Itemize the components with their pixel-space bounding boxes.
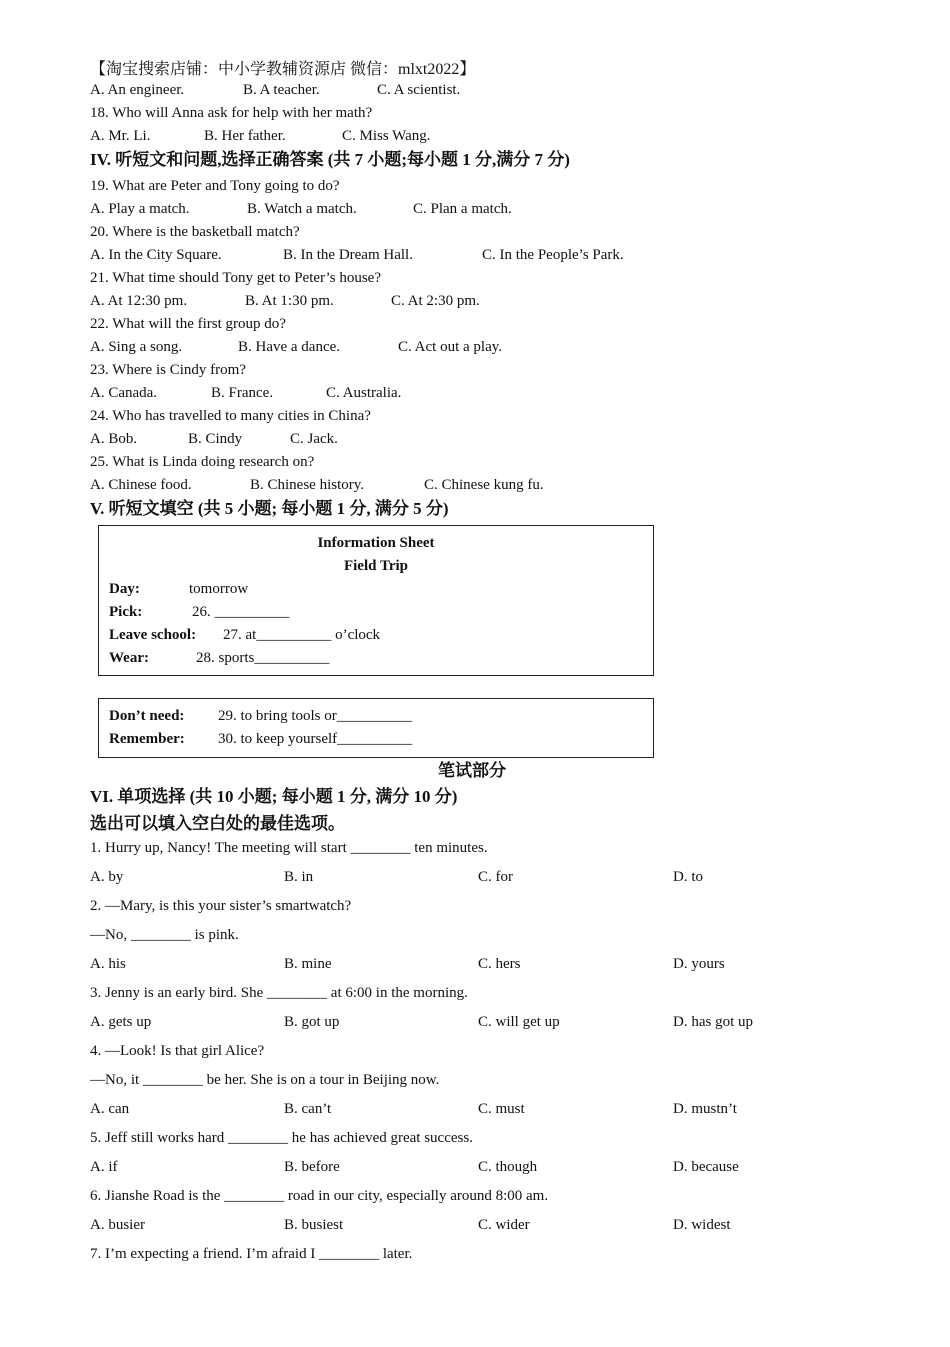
q19-option-a: A. Play a match. xyxy=(90,201,190,217)
q21-option-a: A. At 12:30 pm. xyxy=(90,293,188,309)
q19-option-c: C. Plan a match. xyxy=(413,201,512,217)
mc3-text: 3. Jenny is an early bird. She ________ at 6:00 in the morning. xyxy=(90,985,468,1001)
mc4-text-line2: —No, it ________ be her. She is on a tour in Beijing now. xyxy=(90,1072,440,1088)
mc5-option-d: D. because xyxy=(673,1159,739,1175)
mc5-option-c: C. though xyxy=(478,1159,538,1175)
mc3-option-b: B. got up xyxy=(284,1014,340,1030)
q18-text: 18. Who will Anna ask for help with her math? xyxy=(90,105,373,121)
blank-27: 27. at__________ o’clock xyxy=(223,627,381,643)
q19-text: 19. What are Peter and Tony going to do? xyxy=(90,178,340,194)
q24-text: 24. Who has travelled to many cities in China? xyxy=(90,408,371,424)
mc5-option-a: A. if xyxy=(90,1159,118,1175)
mc1-text: 1. Hurry up, Nancy! The meeting will start ________ ten minutes. xyxy=(90,840,488,856)
mc6-option-a: A. busier xyxy=(90,1217,145,1233)
q20-text: 20. Where is the basketball match? xyxy=(90,224,300,240)
q24-option-a: A. Bob. xyxy=(90,431,138,447)
mc5-option-b: B. before xyxy=(284,1159,340,1175)
mc3-option-a: A. gets up xyxy=(90,1014,152,1030)
mc2-option-b: B. mine xyxy=(284,956,332,972)
mc2-option-a: A. his xyxy=(90,956,126,972)
q22-option-b: B. Have a dance. xyxy=(238,339,341,355)
sheet-title: Information Sheet xyxy=(317,535,435,551)
q17-option-a: A. An engineer. xyxy=(90,82,185,98)
sheet-subtitle: Field Trip xyxy=(343,558,409,574)
q21-option-c: C. At 2:30 pm. xyxy=(391,293,480,309)
mc6-option-d: D. widest xyxy=(673,1217,731,1233)
q23-option-a: A. Canada. xyxy=(90,385,158,401)
sheet-label-dont-need: Don’t need: xyxy=(109,708,185,724)
q20-option-b: B. In the Dream Hall. xyxy=(283,247,413,263)
written-part-title: 笔试部分 xyxy=(438,761,506,780)
blank-29: 29. to bring tools or__________ xyxy=(218,708,412,724)
q22-option-a: A. Sing a song. xyxy=(90,339,183,355)
mc4-option-c: C. must xyxy=(478,1101,525,1117)
q25-option-c: C. Chinese kung fu. xyxy=(424,477,544,493)
mc4-option-b: B. can’t xyxy=(284,1101,332,1117)
sheet-label-pick: Pick: xyxy=(109,604,143,620)
mc1-option-d: D. to xyxy=(673,869,703,885)
q25-option-b: B. Chinese history. xyxy=(250,477,365,493)
q23-option-c: C. Australia. xyxy=(326,385,402,401)
mc6-option-b: B. busiest xyxy=(284,1217,344,1233)
blank-30: 30. to keep yourself__________ xyxy=(218,731,413,747)
mc7-text: 7. I’m expecting a friend. I’m afraid I ________ later. xyxy=(90,1246,413,1262)
sheet-label-leave-school: Leave school: xyxy=(109,627,197,643)
q24-option-c: C. Jack. xyxy=(290,431,338,447)
mc2-option-c: C. hers xyxy=(478,956,521,972)
mc6-text: 6. Jianshe Road is the ________ road in our city, especially around 8:00 am. xyxy=(90,1188,549,1204)
sheet-label-remember: Remember: xyxy=(109,731,185,747)
q22-text: 22. What will the first group do? xyxy=(90,316,286,332)
section-vi-title: VI. 单项选择 (共 10 小题; 每小题 1 分, 满分 10 分) xyxy=(90,787,458,806)
sheet-value-day: tomorrow xyxy=(189,581,249,597)
q23-option-b: B. France. xyxy=(211,385,274,401)
q22-option-c: C. Act out a play. xyxy=(398,339,503,355)
mc2-text-line2: —No, ________ is pink. xyxy=(90,927,239,943)
q19-option-b: B. Watch a match. xyxy=(247,201,357,217)
mc3-option-c: C. will get up xyxy=(478,1014,560,1030)
mc1-option-b: B. in xyxy=(284,869,314,885)
information-sheet-box xyxy=(98,525,654,676)
q24-option-b: B. Cindy xyxy=(188,431,243,447)
q17-option-b: B. A teacher. xyxy=(243,82,320,98)
mc1-option-c: C. for xyxy=(478,869,513,885)
q20-option-a: A. In the City Square. xyxy=(90,247,222,263)
section-iv-title: IV. 听短文和问题,选择正确答案 (共 7 小题;每小题 1 分,满分 7 分) xyxy=(90,150,570,169)
sheet-label-day: Day: xyxy=(109,581,140,597)
q17-option-c: C. A scientist. xyxy=(377,82,461,98)
q25-option-a: A. Chinese food. xyxy=(90,477,192,493)
q23-text: 23. Where is Cindy from? xyxy=(90,362,246,378)
mc2-option-d: D. yours xyxy=(673,956,725,972)
section-v-title: V. 听短文填空 (共 5 小题; 每小题 1 分, 满分 5 分) xyxy=(90,499,449,518)
q25-text: 25. What is Linda doing research on? xyxy=(90,454,315,470)
q18-option-a: A. Mr. Li. xyxy=(90,128,151,144)
q18-option-b: B. Her father. xyxy=(204,128,286,144)
mc4-option-d: D. mustn’t xyxy=(673,1101,737,1117)
mc5-text: 5. Jeff still works hard ________ he has achieved great success. xyxy=(90,1130,473,1146)
mc2-text: 2. —Mary, is this your sister’s smartwatch? xyxy=(90,898,352,914)
section-vi-instruction: 选出可以填入空白处的最佳选项。 xyxy=(90,814,345,833)
mc6-option-c: C. wider xyxy=(478,1217,530,1233)
q21-option-b: B. At 1:30 pm. xyxy=(245,293,334,309)
q20-option-c: C. In the People’s Park. xyxy=(482,247,624,263)
information-sheet-box-2 xyxy=(98,698,654,758)
sheet-label-wear: Wear: xyxy=(109,650,149,666)
blank-26: 26. __________ xyxy=(192,604,290,620)
q18-option-c: C. Miss Wang. xyxy=(342,128,431,144)
header-watermark: 【淘宝搜索店铺：中小学教辅资源店 微信：mlxt2022】 xyxy=(90,61,476,78)
mc4-text: 4. —Look! Is that girl Alice? xyxy=(90,1043,265,1059)
mc3-option-d: D. has got up xyxy=(673,1014,753,1030)
blank-28: 28. sports__________ xyxy=(196,650,330,666)
q21-text: 21. What time should Tony get to Peter’s house? xyxy=(90,270,381,286)
mc4-option-a: A. can xyxy=(90,1101,130,1117)
mc1-option-a: A. by xyxy=(90,869,124,885)
